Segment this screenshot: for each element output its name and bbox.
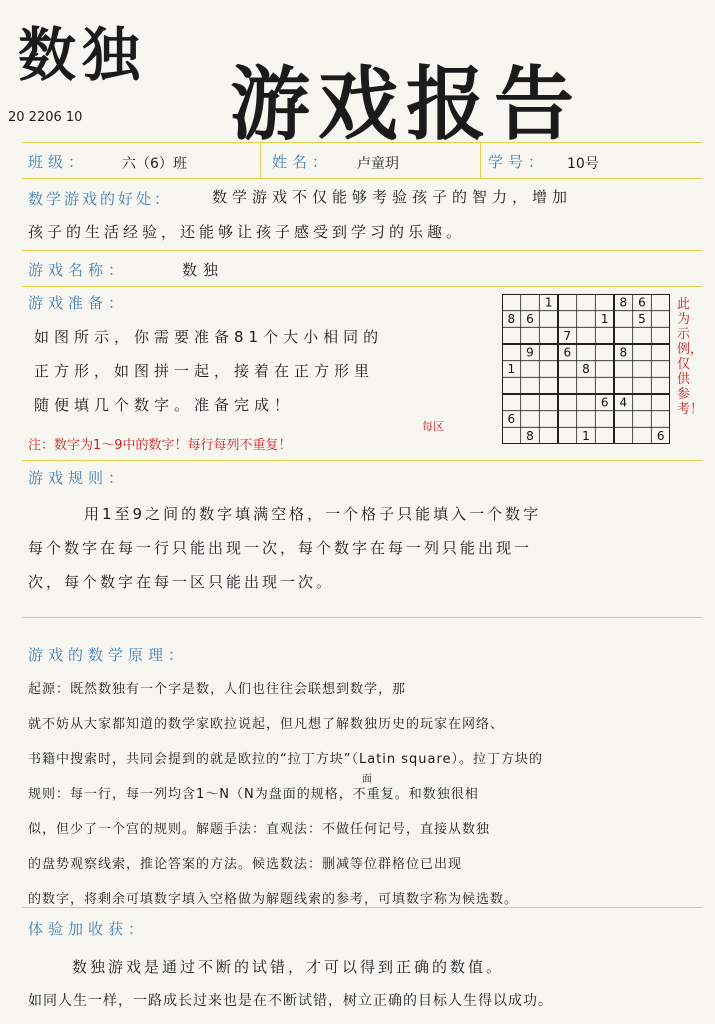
experience-line: 数独游戏是通过不断的试错，才可以得到正确的数值。 (72, 958, 505, 976)
principle-line: 的数字，将剩余可填数字填入空格做为解题线索的参考，可填数字称为候选数。 (28, 892, 519, 907)
benefit-line1: 数学游戏不仅能够考验孩子的智力，增加 (212, 188, 573, 206)
sudoku-cell-value: 8 (619, 345, 628, 360)
rules-text (28, 497, 541, 599)
report-sheet (22, 142, 702, 1022)
class-label: 班级： (28, 153, 89, 171)
sudoku-cell-value: 1 (600, 312, 609, 327)
rules-label: 游戏规则： (28, 469, 129, 487)
rule-line (22, 250, 702, 251)
sudoku-cell-value: 1 (507, 362, 516, 377)
principle-insert: 面 (362, 774, 372, 785)
principle-line: 起源：既然数独有一个字是数，人们也往往会联想到数学，那 (28, 682, 407, 697)
sudoku-cell-value: 6 (526, 312, 534, 327)
experience-label: 体验加收获： (28, 920, 149, 938)
sudoku-cell-value: 8 (582, 362, 590, 377)
sudoku-cell-value: 4 (619, 395, 628, 410)
name-value: 卢童玥 (357, 156, 399, 172)
prep-label: 游戏准备： (28, 294, 129, 312)
date: 20 2206 10 (8, 110, 83, 125)
rule-line (22, 460, 702, 461)
sudoku-svg (502, 294, 670, 444)
rule-line (22, 142, 702, 143)
benefit-line2: 孩子的生活经验，还能够让孩子感受到学习的乐趣。 (28, 223, 466, 241)
sudoku-cell-value: 6 (638, 295, 646, 310)
sudoku-cell-value: 9 (526, 345, 534, 360)
rules-line: 次，每个数字在每一区只能出现一次。 (28, 573, 335, 591)
sudoku-example-grid (502, 294, 670, 444)
sudoku-cell-value: 1 (544, 295, 553, 310)
sudoku-cell-value: 6 (507, 412, 516, 427)
principle-text (28, 672, 543, 917)
sudoku-cell-value: 6 (563, 345, 572, 360)
sudoku-cell-value: 1 (582, 428, 590, 443)
prep-line: 如图所示，你需要准备81个大小相同的 (34, 328, 384, 346)
benefit-label: 数学游戏的好处： (28, 190, 173, 208)
principle-line: 规则：每一行，每一列均含1～N（N为盘面的规格，不重复。和数独很相 (28, 787, 479, 802)
sudoku-cell-value: 6 (656, 428, 665, 443)
title-line1: 数独 (18, 21, 147, 89)
side-note: 此为示例，仅供参考！ (677, 297, 704, 417)
number-value: 10号 (567, 156, 599, 172)
game-name-value: 数独 (182, 261, 225, 279)
name-label: 姓名： (272, 153, 333, 171)
prep-note-insert: 每区 (422, 420, 444, 433)
sudoku-cell-value: 8 (507, 312, 516, 327)
rule-divider (480, 142, 481, 178)
rule-line (22, 178, 702, 179)
rule-line (22, 617, 702, 618)
rule-divider (260, 142, 261, 178)
sudoku-cell-value: 8 (526, 428, 534, 443)
rules-line: 用1至9之间的数字填满空格，一个格子只能填入一个数字 (84, 505, 542, 523)
experience-line: 如同人生一样，一路成长过来也是在不断试错，树立正确的目标人生得以成功。 (28, 993, 553, 1009)
principle-line: 似，但少了一个宫的规则。解题手法：直观法：不做任何记号，直接从数独 (28, 822, 491, 837)
principle-line: 就不妨从大家都知道的数学家欧拉说起，但凡想了解数独历史的玩家在网络、 (28, 717, 505, 732)
number-label: 学号： (488, 153, 549, 171)
sudoku-cell-value: 8 (619, 295, 628, 310)
sudoku-cell-value: 5 (638, 312, 646, 327)
rules-line: 每个数字在每一行只能出现一次，每个数字在每一列只能出现一 (28, 539, 533, 557)
experience-text (28, 950, 553, 1018)
prep-text (34, 320, 383, 422)
rule-line (22, 286, 702, 287)
class-value: 六（6）班 (122, 156, 187, 172)
title-line2: 游戏报告 (230, 58, 582, 151)
sudoku-cell-value: 6 (600, 395, 609, 410)
prep-line: 随便填几个数字。准备完成！ (34, 396, 295, 414)
prep-note: 注：数字为1～9中的数字！每行每列不重复！ (28, 438, 292, 453)
sudoku-cell-value: 7 (563, 328, 572, 343)
game-name-label: 游戏名称： (28, 261, 129, 279)
principle-label: 游戏的数学原理： (28, 646, 189, 664)
principle-line: 的盘势观察线索，推论答案的方法。候选数法：删减等位群格位已出现 (28, 857, 463, 872)
prep-line: 正方形，如图拼一起，接着在正方形里 (34, 362, 375, 380)
principle-line: 书籍中搜索时，共同会提到的就是欧拉的“拉丁方块”（Latin square）。拉丁方块的 (28, 752, 544, 767)
